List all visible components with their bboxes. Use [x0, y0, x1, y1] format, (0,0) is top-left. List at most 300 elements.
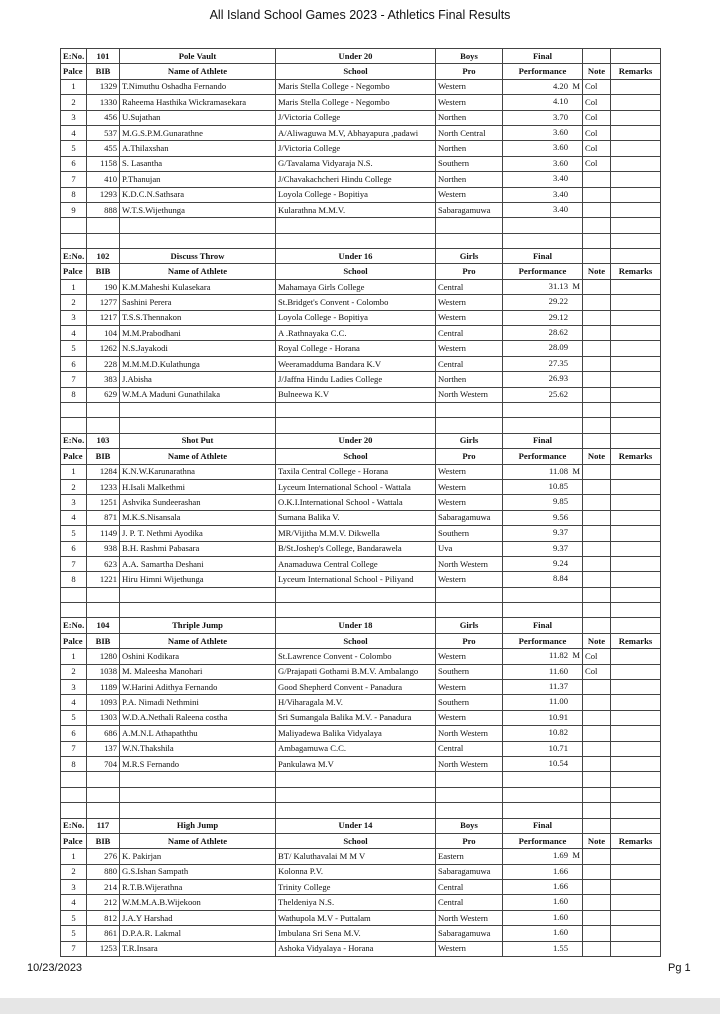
- note: [583, 756, 611, 771]
- remarks: [611, 387, 661, 402]
- bib: 880: [87, 864, 120, 879]
- empty-cell: [276, 402, 436, 417]
- empty-cell: [436, 402, 503, 417]
- performance: [503, 356, 583, 371]
- school-name: A/Aliwaguwa M.V, Abhayapura ,padawi: [276, 125, 436, 140]
- performance: [503, 664, 583, 679]
- note: [583, 387, 611, 402]
- header-remarks: Remarks: [611, 64, 661, 79]
- remarks: [611, 756, 661, 771]
- header-athlete: Name of Athlete: [120, 633, 276, 648]
- province: Northen: [436, 172, 503, 187]
- remarks: [611, 849, 661, 864]
- bib: 104: [87, 326, 120, 341]
- performance-value: 4.10: [552, 96, 568, 107]
- header-bib: BIB: [87, 833, 120, 848]
- header-pro: Pro: [436, 64, 503, 79]
- performance: [503, 895, 583, 910]
- remarks: [611, 941, 661, 956]
- result-row: [61, 95, 661, 110]
- result-row: [61, 479, 661, 494]
- bib: 1293: [87, 187, 120, 202]
- school-name: St.Bridget's Convent - Colombo: [276, 295, 436, 310]
- province: Central: [436, 741, 503, 756]
- school-name: Maris Stella College - Negombo: [276, 95, 436, 110]
- performance-value: 26.93: [548, 373, 568, 384]
- event-number-label: E:No.: [61, 49, 87, 64]
- place: 6: [61, 541, 87, 556]
- note: [583, 495, 611, 510]
- empty-cell: [583, 249, 611, 264]
- empty-cell: [276, 772, 436, 787]
- school-name: Lyceum International School - Piliyand: [276, 572, 436, 587]
- empty-cell: [611, 418, 661, 433]
- result-row: [61, 649, 661, 664]
- performance: [503, 572, 583, 587]
- note: [583, 556, 611, 571]
- performance: [503, 880, 583, 895]
- note: [583, 526, 611, 541]
- athlete-name: P.Thanujan: [120, 172, 276, 187]
- province: Western: [436, 649, 503, 664]
- empty-cell: [120, 803, 276, 818]
- header-performance: Performance: [503, 833, 583, 848]
- remarks: [611, 910, 661, 925]
- bib: 1330: [87, 95, 120, 110]
- event-gender: Girls: [436, 433, 503, 448]
- header-note: Note: [583, 64, 611, 79]
- athlete-name: M.R.S Fernando: [120, 756, 276, 771]
- note: [583, 941, 611, 956]
- bib: 212: [87, 895, 120, 910]
- performance: [503, 556, 583, 571]
- empty-cell: [61, 787, 87, 802]
- bib: 871: [87, 510, 120, 525]
- event-stage: Final: [503, 618, 583, 633]
- result-row: [61, 710, 661, 725]
- performance: [503, 95, 583, 110]
- empty-cell: [120, 787, 276, 802]
- blank-row: [61, 587, 661, 602]
- athlete-name: J.Abisha: [120, 372, 276, 387]
- event-number: 117: [87, 818, 120, 833]
- empty-cell: [87, 803, 120, 818]
- performance: [503, 387, 583, 402]
- empty-cell: [120, 218, 276, 233]
- bib: 1253: [87, 941, 120, 956]
- event-name: Discuss Throw: [120, 249, 276, 264]
- bib: 1251: [87, 495, 120, 510]
- note: Col: [583, 156, 611, 171]
- result-row: [61, 556, 661, 571]
- performance-value: 11.37: [548, 681, 568, 692]
- performance: [503, 110, 583, 125]
- note: [583, 172, 611, 187]
- remarks: [611, 279, 661, 294]
- bib: 704: [87, 756, 120, 771]
- school-name: Lyceum International School - Wattala: [276, 479, 436, 494]
- athlete-name: J.A.Y Harshad: [120, 910, 276, 925]
- note: [583, 572, 611, 587]
- header-school: School: [276, 64, 436, 79]
- note: [583, 479, 611, 494]
- performance-value: 9.37: [552, 527, 568, 538]
- school-name: Mahamaya Girls College: [276, 279, 436, 294]
- school-name: J/Victoria College: [276, 110, 436, 125]
- performance-value: 11.00: [548, 696, 568, 707]
- performance: [503, 864, 583, 879]
- athlete-name: G.S.Ishan Sampath: [120, 864, 276, 879]
- result-row: [61, 356, 661, 371]
- province: Western: [436, 310, 503, 325]
- empty-cell: [120, 418, 276, 433]
- athlete-name: W.D.A.Nethali Raleena costha: [120, 710, 276, 725]
- bib: 1217: [87, 310, 120, 325]
- performance-value: 28.62: [548, 327, 568, 338]
- empty-cell: [503, 803, 583, 818]
- performance-value: 11.60: [548, 665, 568, 676]
- empty-cell: [611, 772, 661, 787]
- empty-cell: [611, 818, 661, 833]
- performance-value: 31.13: [548, 280, 568, 291]
- place: 9: [61, 202, 87, 217]
- athlete-name: M.M.M.D.Kulathunga: [120, 356, 276, 371]
- empty-cell: [61, 603, 87, 618]
- event-header-row: [61, 618, 661, 633]
- athlete-name: K. Pakirjan: [120, 849, 276, 864]
- column-header-row: [61, 833, 661, 848]
- header-bib: BIB: [87, 633, 120, 648]
- note: [583, 541, 611, 556]
- header-bib: BIB: [87, 64, 120, 79]
- performance-value: 10.54: [548, 757, 568, 768]
- event-stage: Final: [503, 818, 583, 833]
- athlete-name: Hiru Himni Wijethunga: [120, 572, 276, 587]
- performance-value: 1.55: [552, 942, 568, 953]
- performance: [503, 495, 583, 510]
- header-school: School: [276, 833, 436, 848]
- school-name: Kularathna M.M.V.: [276, 202, 436, 217]
- performance: [503, 941, 583, 956]
- result-row: [61, 880, 661, 895]
- school-name: J/Victoria College: [276, 141, 436, 156]
- remarks: [611, 79, 661, 94]
- meet-record-mark: M: [572, 280, 580, 291]
- athlete-name: K.M.Maheshi Kulasekara: [120, 279, 276, 294]
- empty-cell: [583, 433, 611, 448]
- result-row: [61, 464, 661, 479]
- empty-cell: [87, 587, 120, 602]
- performance-value: 1.66: [552, 881, 568, 892]
- performance: [503, 526, 583, 541]
- province: Western: [436, 495, 503, 510]
- event-number-label: E:No.: [61, 249, 87, 264]
- performance-value: 25.62: [548, 388, 568, 399]
- blank-row: [61, 603, 661, 618]
- result-row: [61, 202, 661, 217]
- province: Western: [436, 79, 503, 94]
- province: Northen: [436, 141, 503, 156]
- bib: 629: [87, 387, 120, 402]
- place: 4: [61, 510, 87, 525]
- place: 1: [61, 649, 87, 664]
- result-row: [61, 156, 661, 171]
- bib: 938: [87, 541, 120, 556]
- result-row: [61, 680, 661, 695]
- results-table: [60, 48, 661, 957]
- result-row: [61, 664, 661, 679]
- header-performance: Performance: [503, 449, 583, 464]
- bib: 861: [87, 926, 120, 941]
- empty-cell: [583, 772, 611, 787]
- performance: [503, 479, 583, 494]
- result-row: [61, 695, 661, 710]
- performance: [503, 172, 583, 187]
- school-name: Loyola College - Bopitiya: [276, 187, 436, 202]
- result-row: [61, 187, 661, 202]
- school-name: Maliyadewa Balika Vidyalaya: [276, 726, 436, 741]
- athlete-name: J. P. T. Nethmi Ayodika: [120, 526, 276, 541]
- place: 4: [61, 895, 87, 910]
- event-name: Shot Put: [120, 433, 276, 448]
- province: North Western: [436, 387, 503, 402]
- blank-row: [61, 233, 661, 248]
- empty-cell: [583, 618, 611, 633]
- event-header-row: [61, 249, 661, 264]
- province: Western: [436, 572, 503, 587]
- bib: 1221: [87, 572, 120, 587]
- school-name: G/Prajapati Gothami B.M.V. Ambalango: [276, 664, 436, 679]
- header-school: School: [276, 449, 436, 464]
- remarks: [611, 479, 661, 494]
- empty-cell: [583, 587, 611, 602]
- event-category: Under 14: [276, 818, 436, 833]
- result-row: [61, 326, 661, 341]
- empty-cell: [611, 233, 661, 248]
- province: Western: [436, 464, 503, 479]
- province: Western: [436, 479, 503, 494]
- province: Western: [436, 341, 503, 356]
- empty-cell: [503, 603, 583, 618]
- performance-value: 3.70: [552, 111, 568, 122]
- remarks: [611, 110, 661, 125]
- event-number: 104: [87, 618, 120, 633]
- empty-cell: [611, 618, 661, 633]
- bottom-bar: [0, 998, 720, 1014]
- performance-value: 10.71: [548, 742, 568, 753]
- empty-cell: [87, 402, 120, 417]
- result-row: [61, 726, 661, 741]
- bib: 623: [87, 556, 120, 571]
- performance-value: 8.84: [552, 573, 568, 584]
- performance: [503, 464, 583, 479]
- performance: [503, 741, 583, 756]
- blank-row: [61, 803, 661, 818]
- empty-cell: [503, 402, 583, 417]
- empty-cell: [436, 418, 503, 433]
- event-number-label: E:No.: [61, 618, 87, 633]
- remarks: [611, 556, 661, 571]
- header-athlete: Name of Athlete: [120, 264, 276, 279]
- place: 4: [61, 326, 87, 341]
- athlete-name: K.D.C.N.Sathsara: [120, 187, 276, 202]
- athlete-name: T.R.Insara: [120, 941, 276, 956]
- result-row: [61, 295, 661, 310]
- empty-cell: [87, 772, 120, 787]
- result-row: [61, 141, 661, 156]
- athlete-name: M. Maleesha Manohari: [120, 664, 276, 679]
- blank-row: [61, 218, 661, 233]
- athlete-name: T.S.S.Thennakon: [120, 310, 276, 325]
- empty-cell: [611, 49, 661, 64]
- place: 3: [61, 880, 87, 895]
- note: Col: [583, 664, 611, 679]
- note: Col: [583, 125, 611, 140]
- result-row: [61, 110, 661, 125]
- column-header-row: [61, 264, 661, 279]
- event-header-row: [61, 433, 661, 448]
- performance: [503, 141, 583, 156]
- event-category: Under 18: [276, 618, 436, 633]
- footer-date: 10/23/2023: [27, 962, 83, 974]
- school-name: Kolonna P.V.: [276, 864, 436, 879]
- school-name: Wathupola M.V - Puttalam: [276, 910, 436, 925]
- event-category: Under 20: [276, 49, 436, 64]
- result-row: [61, 926, 661, 941]
- province: North Western: [436, 756, 503, 771]
- province: Northen: [436, 372, 503, 387]
- empty-cell: [276, 603, 436, 618]
- performance: [503, 326, 583, 341]
- place: 1: [61, 464, 87, 479]
- place: 1: [61, 849, 87, 864]
- province: Southern: [436, 156, 503, 171]
- bib: 214: [87, 880, 120, 895]
- athlete-name: N.S.Jayakodi: [120, 341, 276, 356]
- event-stage: Final: [503, 249, 583, 264]
- header-place: Palce: [61, 264, 87, 279]
- event-gender: Boys: [436, 818, 503, 833]
- empty-cell: [87, 418, 120, 433]
- meet-record-mark: M: [572, 850, 580, 861]
- blank-row: [61, 787, 661, 802]
- empty-cell: [120, 587, 276, 602]
- place: 8: [61, 187, 87, 202]
- athlete-name: W.T.S.Wijethunga: [120, 202, 276, 217]
- province: Central: [436, 356, 503, 371]
- performance: [503, 156, 583, 171]
- result-row: [61, 910, 661, 925]
- remarks: [611, 695, 661, 710]
- empty-cell: [276, 803, 436, 818]
- province: North Western: [436, 910, 503, 925]
- result-row: [61, 279, 661, 294]
- school-name: Sri Sumangala Balika M.V. - Panadura: [276, 710, 436, 725]
- bib: 276: [87, 849, 120, 864]
- column-header-row: [61, 64, 661, 79]
- event-number: 101: [87, 49, 120, 64]
- bib: 1262: [87, 341, 120, 356]
- result-row: [61, 526, 661, 541]
- blank-row: [61, 402, 661, 417]
- header-pro: Pro: [436, 833, 503, 848]
- result-row: [61, 864, 661, 879]
- performance-value: 3.40: [552, 188, 568, 199]
- header-performance: Performance: [503, 633, 583, 648]
- empty-cell: [503, 233, 583, 248]
- note: [583, 356, 611, 371]
- empty-cell: [583, 418, 611, 433]
- bib: 812: [87, 910, 120, 925]
- event-name: Thriple Jump: [120, 618, 276, 633]
- place: 5: [61, 526, 87, 541]
- performance: [503, 541, 583, 556]
- remarks: [611, 156, 661, 171]
- bib: 1149: [87, 526, 120, 541]
- school-name: MR/Vijitha M.M.V. Dikwella: [276, 526, 436, 541]
- province: Northen: [436, 110, 503, 125]
- performance-value: 3.60: [552, 126, 568, 137]
- province: Central: [436, 895, 503, 910]
- note: Col: [583, 110, 611, 125]
- place: 5: [61, 926, 87, 941]
- school-name: Pankulawa M.V: [276, 756, 436, 771]
- performance-value: 10.82: [548, 727, 568, 738]
- place: 4: [61, 695, 87, 710]
- school-name: Taxila Central College - Horana: [276, 464, 436, 479]
- event-gender: Girls: [436, 249, 503, 264]
- event-gender: Girls: [436, 618, 503, 633]
- school-name: Royal College - Horana: [276, 341, 436, 356]
- bib: 455: [87, 141, 120, 156]
- empty-cell: [611, 249, 661, 264]
- header-place: Palce: [61, 833, 87, 848]
- athlete-name: A.M.N.L Athapaththu: [120, 726, 276, 741]
- empty-cell: [436, 587, 503, 602]
- school-name: A .Rathnayaka C.C.: [276, 326, 436, 341]
- performance: [503, 295, 583, 310]
- performance-value: 1.60: [552, 927, 568, 938]
- empty-cell: [611, 587, 661, 602]
- header-remarks: Remarks: [611, 833, 661, 848]
- school-name: Ashoka Vidyalaya - Horana: [276, 941, 436, 956]
- athlete-name: M.K.S.Nisansala: [120, 510, 276, 525]
- province: Sabaragamuwa: [436, 510, 503, 525]
- province: North Western: [436, 556, 503, 571]
- performance-value: 3.40: [552, 173, 568, 184]
- performance-value: 3.60: [552, 157, 568, 168]
- place: 6: [61, 156, 87, 171]
- school-name: Good Shepherd Convent - Panadura: [276, 680, 436, 695]
- note: [583, 326, 611, 341]
- bib: 410: [87, 172, 120, 187]
- school-name: St.Lawrence Convent - Colombo: [276, 649, 436, 664]
- athlete-name: D.P.A.R. Lakmal: [120, 926, 276, 941]
- province: Western: [436, 187, 503, 202]
- place: 3: [61, 680, 87, 695]
- event-header-row: [61, 49, 661, 64]
- header-performance: Performance: [503, 264, 583, 279]
- province: North Central: [436, 125, 503, 140]
- athlete-name: M.G.S.P.M.Gunarathne: [120, 125, 276, 140]
- place: 7: [61, 741, 87, 756]
- header-athlete: Name of Athlete: [120, 833, 276, 848]
- school-name: Theldeniya N.S.: [276, 895, 436, 910]
- athlete-name: W.M.M.A.B.Wijekoon: [120, 895, 276, 910]
- empty-cell: [87, 233, 120, 248]
- athlete-name: W.N.Thakshila: [120, 741, 276, 756]
- event-category: Under 20: [276, 433, 436, 448]
